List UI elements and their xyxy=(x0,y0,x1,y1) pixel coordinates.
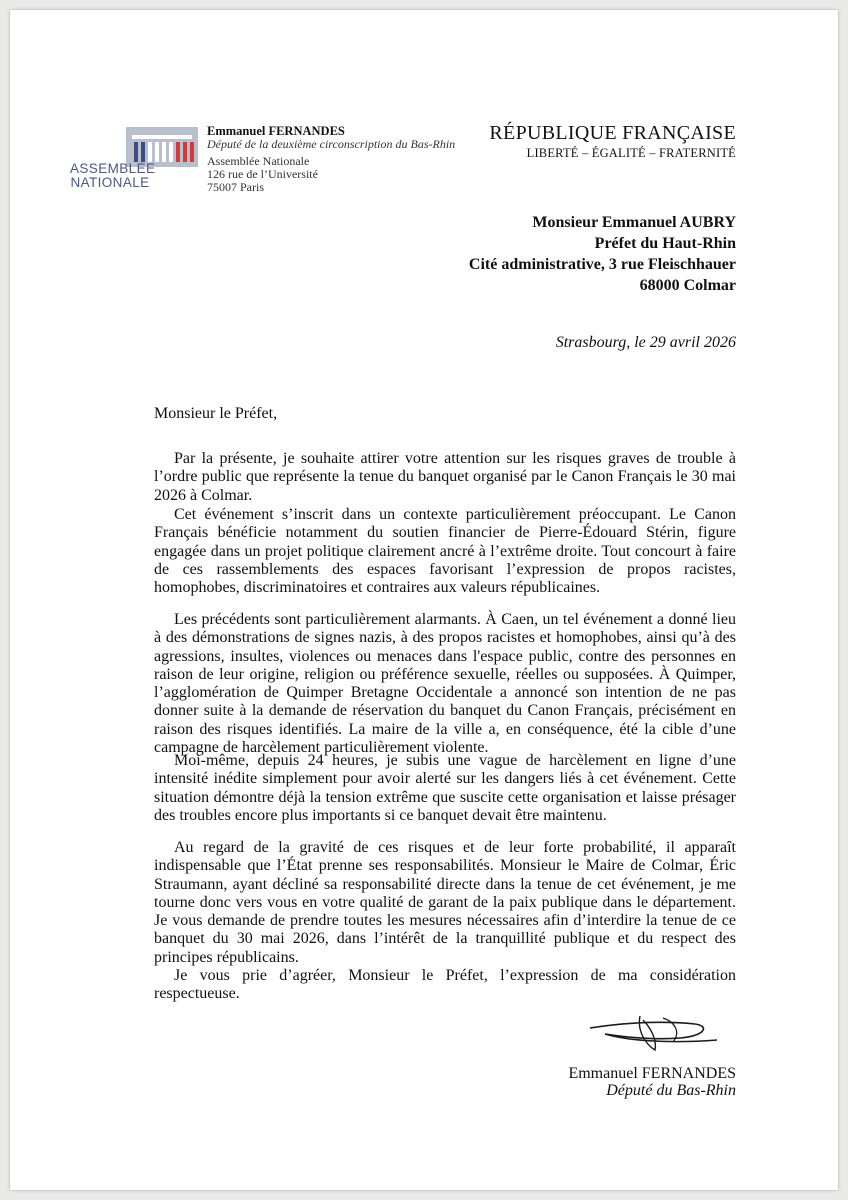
recipient-line: Monsieur Emmanuel AUBRY xyxy=(532,214,736,231)
logo-pediment xyxy=(132,135,192,139)
logo-column xyxy=(155,142,159,162)
paragraph: Moi-même, depuis 24 heures, je subis une vague de harcèlement en ligne d’une intensité inédite simplement pour avoir alerté sur les dangers liés à cet événement. Cette situation démontre déjà la tension extrême que suscite cette organisation et laisse présager des troubles encore plus importants si ce banquet devait être maintenu. xyxy=(154,752,736,824)
logo-text xyxy=(70,161,156,190)
recipient-block xyxy=(469,212,736,296)
recipient-line: 68000 Colmar xyxy=(639,277,736,294)
recipient-line: Cité administrative, 3 rue Fleischhauer xyxy=(468,256,736,273)
logo-column-blue xyxy=(141,142,145,162)
letter-date: Strasbourg, le 29 avril 2026 xyxy=(555,334,736,351)
logo-column xyxy=(148,142,152,162)
logo-column xyxy=(169,142,173,162)
logo-column-red xyxy=(183,142,187,162)
sender-role: Député de la deuxième circonscription du Bas-Rhin xyxy=(207,137,456,151)
sender-address-line: 126 rue de l’Université xyxy=(207,167,318,181)
letter-page xyxy=(10,10,838,1190)
salutation: Monsieur le Préfet, xyxy=(154,405,278,422)
logo-column-blue xyxy=(134,142,138,162)
signer-name: Emmanuel FERNANDES xyxy=(568,1065,736,1082)
logo-line-2: NATIONALE xyxy=(70,175,150,190)
sender-address-line: Assemblée Nationale xyxy=(207,154,310,168)
closing-formula: Je vous prie d’agréer, Monsieur le Préfet, l’expression de ma considération respectueuse. xyxy=(154,967,736,1003)
handwritten-signature xyxy=(585,1010,725,1060)
signer-title: Député du Bas-Rhin xyxy=(606,1082,736,1099)
republic-motto: LIBERTÉ – ÉGALITÉ – FRATERNITÉ xyxy=(526,146,736,160)
sender-block xyxy=(207,125,455,194)
logo-column-red xyxy=(190,142,194,162)
republic-header xyxy=(489,122,736,161)
paragraph: Cet événement s’inscrit dans un contexte particulièrement préoccupant. Le Canon Français bénéficie notamment du soutien financier de Pierre-Édouard Stérin, figure engagée dans un projet politique clairement ancré à l’extrême droite. Tout concourt à faire de ces rassemblements des espaces favorisant l’expression de propos racistes, homophobes, discriminatoires et contraires aux valeurs républicaines. xyxy=(154,506,736,597)
republic-title: RÉPUBLIQUE FRANÇAISE xyxy=(489,122,736,144)
sender-address-line: 75007 Paris xyxy=(207,180,264,194)
paragraph: Les précédents sont particulièrement alarmants. À Caen, un tel événement a donné lieu à des démonstrations de signes nazis, à des propos racistes et homophobes, ainsi qu’à des agressions, insultes, violences ou menaces dans l'espace public, contre des personnes en raison de leur origine, religion ou préférence sexuelle, réelles ou supposées. À Quimper, l’agglomération de Quimper Bretagne Occidentale a annoncé son intention de ne pas donner suite à la demande de réservation du banquet du Canon Français, précisément en raison des risques identifiés. La maire de la ville a, en conséquence, été la cible d’une campagne de harcèlement particulièrement violente. xyxy=(154,611,736,757)
paragraph: Au regard de la gravité de ces risques et de leur forte probabilité, il apparaît indispensable que l’État prenne ses responsabilités. Monsieur le Maire de Colmar, Éric Straumann, ayant décliné sa responsabilité directe dans la tenue de cet événement, je me tourne donc vers vous en votre qualité de garant de la paix publique dans le département. Je vous demande de prendre toutes les mesures nécessaires afin d’interdire la tenue de ce banquet du 30 mai 2026, dans l’intérêt de la tranquillité publique et du respect des principes républicains. xyxy=(154,839,736,966)
logo-column xyxy=(162,142,166,162)
logo-line-1: ASSEMBLÉE xyxy=(70,161,156,176)
recipient-line: Préfet du Haut-Rhin xyxy=(594,235,736,252)
logo-column-red xyxy=(176,142,180,162)
paragraph: Par la présente, je souhaite attirer votre attention sur les risques graves de trouble à l’ordre public que représente la tenue du banquet organisé par le Canon Français le 30 mai 2026 à Colmar. xyxy=(154,450,736,504)
sender-name: Emmanuel FERNANDES xyxy=(207,124,345,138)
signer-block xyxy=(568,1065,736,1099)
